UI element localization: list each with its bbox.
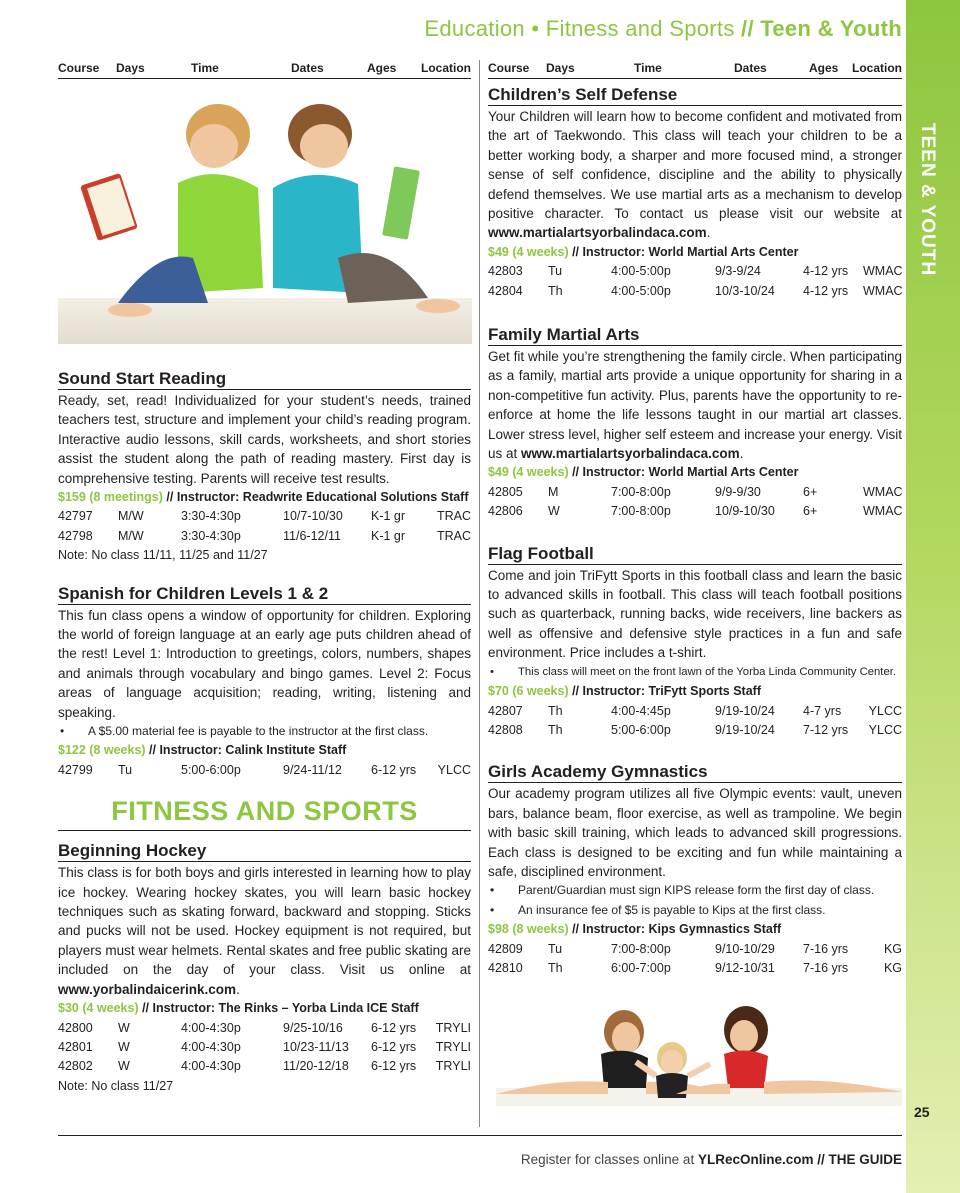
dates: 9/3-9/24 (715, 264, 761, 279)
dates: 11/20-12/18 (283, 1059, 349, 1074)
location: KG (883, 960, 902, 975)
time: 4:00-4:30p (181, 1020, 241, 1035)
table-row (488, 502, 902, 521)
gymnasts-photo (496, 1002, 902, 1106)
column-divider (479, 60, 480, 1127)
bullet-item: • This class will meet on the front lawn of the Yorba Linda Community Center. (488, 663, 902, 682)
location: YLCC (868, 722, 902, 737)
dates: 10/7-10/30 (283, 509, 343, 524)
ages: 6-12 yrs (371, 762, 417, 777)
time: 7:00-8:00p (611, 941, 671, 956)
price: $159 (8 meetings) (58, 490, 163, 505)
col-location: Location (421, 61, 471, 75)
class-rows (488, 702, 902, 741)
col-ages: Ages (809, 61, 839, 75)
price: $70 (6 weeks) (488, 684, 569, 699)
table-row (58, 1038, 471, 1057)
description-text: This class is for both boys and girls interested in learning how to play ice hockey. Wearing hockey skates, you will learn basic hockey techniques such as skating forward, backward and stopping. Sticks and pucks will not be used. Hockey equipment is not required, but players must wear helmets. Rental skates and free public skating are included on the day of your class. Visit us online at (58, 865, 471, 978)
course-number: 42803 (488, 264, 523, 279)
section-description: Get fit while you’re strengthening the family circle. When participating as a family, martial arts provide a unique opportunity for sharing in a non-competitive fun activity. Plus, parents have the opportunity to re-enforce at home the life lessons taught in our martial art classes. Lower stress level, higher self esteem and increase your energy. Visit us at www.martialartsyorbalindaca.com. (488, 349, 902, 462)
time: 3:30-4:30p (181, 509, 241, 524)
table-row (58, 507, 471, 526)
section-title: Beginning Hockey (58, 841, 471, 862)
course-number: 42804 (488, 283, 523, 298)
col-days: Days (546, 61, 575, 75)
location: WMAC (863, 283, 903, 298)
course-number: 42805 (488, 484, 523, 499)
section-title: Girls Academy Gymnastics (488, 762, 902, 783)
ages: 4-7 yrs (803, 703, 842, 718)
dates: 10/23-11/13 (283, 1039, 349, 1054)
section-sound-start-reading (58, 369, 471, 566)
days: Tu (548, 264, 563, 279)
instructor: // Instructor: Readwrite Educational Solutions Staff (162, 490, 469, 505)
table-row (58, 527, 471, 546)
dates: 11/6-12/11 (283, 528, 341, 543)
course-number: 42798 (58, 528, 93, 543)
section-description: Ready, set, read! Individualized for your student’s needs, trained teachers test, structure and implement your child’s reading program. Interactive audio lessons, skill cards, worksheets, and short stories assist the student along the path of reading mastery. First day is comprehensive testing. Parents will receive test results. (58, 393, 471, 486)
price: $49 (4 weeks) (488, 465, 569, 480)
price: $49 (4 weeks) (488, 244, 569, 259)
instructor: // Instructor: The Rinks – Yorba Linda ICE Staff (138, 1001, 419, 1016)
course-number: 42810 (488, 960, 523, 975)
header-category: Education • Fitness and Sports (424, 16, 735, 41)
location: YLCC (437, 762, 471, 777)
ages: 6-12 yrs (371, 1039, 417, 1054)
price: $98 (8 weeks) (488, 922, 569, 937)
dates: 10/3-10/24 (715, 283, 775, 298)
section-title: Sound Start Reading (58, 369, 471, 390)
days: W (118, 1020, 130, 1035)
time: 4:00-4:30p (181, 1059, 241, 1074)
col-time: Time (634, 61, 662, 75)
location: WMAC (863, 504, 903, 519)
course-number: 42808 (488, 722, 523, 737)
table-header (488, 60, 902, 79)
bullet-item: • Parent/Guardian must sign KIPS release form the first day of class. (488, 881, 902, 900)
class-rows (488, 483, 902, 522)
days: M/W (118, 528, 144, 543)
course-number: 42809 (488, 941, 523, 956)
course-number: 42799 (58, 762, 93, 777)
instructor: // Instructor: TriFytt Sports Staff (568, 684, 761, 699)
class-rows (488, 262, 902, 301)
location: TRAC (436, 528, 471, 543)
price-line (488, 920, 902, 939)
class-rows (58, 1019, 471, 1077)
ages: 7-16 yrs (803, 960, 849, 975)
table-row (488, 262, 902, 281)
ages: 6+ (803, 504, 818, 519)
section-description: This fun class opens a window of opportunity for children. Exploring the world of foreign language at an early age puts children ahead of the rest! Level 1: Introduction to greetings, colors, numbers, shapes and animals through vocabulary and bingo games. Level 2: Focus areas of language acquisition; reading, writing, listening and speaking. (58, 607, 471, 720)
location: TRAC (436, 509, 471, 524)
course-number: 42806 (488, 504, 523, 519)
section-beginning-hockey (58, 841, 471, 1096)
ages: 6-12 yrs (371, 1020, 417, 1035)
ages: 7-16 yrs (803, 941, 849, 956)
ages: 4-12 yrs (803, 264, 849, 279)
table-row (488, 282, 902, 301)
location: WMAC (863, 264, 903, 279)
col-time: Time (191, 61, 219, 75)
table-row (58, 1057, 471, 1076)
table-row (58, 761, 471, 780)
days: M/W (118, 509, 144, 524)
time: 7:00-8:00p (611, 504, 671, 519)
class-rows (488, 940, 902, 979)
ages: K-1 gr (371, 528, 406, 543)
price-line (58, 999, 471, 1018)
section-title: Spanish for Children Levels 1 & 2 (58, 584, 471, 605)
price-line (58, 488, 471, 507)
col-dates: Dates (291, 61, 324, 75)
location: KG (883, 941, 902, 956)
section-note: Note: No class 11/27 (58, 1078, 174, 1093)
dates: 9/12-10/31 (715, 960, 775, 975)
time: 6:00-7:00p (611, 960, 671, 975)
time: 4:00-5:00p (611, 283, 671, 298)
footer-rule (58, 1135, 902, 1136)
footer-guide: // THE GUIDE (813, 1152, 902, 1167)
price: $30 (4 weeks) (58, 1001, 139, 1016)
price-line (488, 682, 902, 701)
instructor: // Instructor: Calink Institute Staff (145, 743, 347, 758)
section-title: Children’s Self Defense (488, 85, 902, 106)
days: Tu (118, 762, 133, 777)
ages: 6+ (803, 484, 818, 499)
col-location: Location (852, 61, 902, 75)
class-rows (58, 761, 471, 780)
time: 3:30-4:30p (181, 528, 241, 543)
table-row (488, 959, 902, 978)
days: Th (548, 283, 563, 298)
location: WMAC (863, 484, 903, 499)
section-childrens-self-defense (488, 85, 902, 301)
section-description: Come and join TriFytt Sports in this football class and learn the basic to advanced skills in football. This class will teach football positions such as quarterback, running backs, wide receivers, line backers as well as offensive and defensive style practices in a fun and safe environment. Price includes a t-shirt. (488, 567, 902, 661)
class-rows (58, 507, 471, 546)
ages: 4-12 yrs (803, 283, 849, 298)
section-description: Our academy program utilizes all five Olympic events: vault, uneven bars, balance beam, floor exercise, as well as trampoline. We begin with basic skill training, which leads to advanced skill progressions. Each class is designed to be exciting and fun while maintaining a safe, disciplined environment. (488, 786, 902, 879)
location: TRYLI (435, 1039, 471, 1054)
section-note: Note: No class 11/11, 11/25 and 11/27 (58, 548, 268, 563)
course-number: 42800 (58, 1020, 93, 1035)
section-flag-football (488, 544, 902, 741)
martial-arts-url[interactable]: www.martialartsyorbalindaca.com (521, 446, 740, 462)
description-text: Your Children will learn how to become confident and motivated from the art of Taekwondo. This class will teach your children to be a better working body, a sharper and more focused mind, a stronger sense of self confidence, discipline and the ability to physically defend themselves. We use martial arts as a mechanism to develop positive character. To contact us please visit our website at (488, 109, 902, 222)
page-number: 25 (914, 1104, 930, 1120)
table-row (488, 940, 902, 959)
ages: 7-12 yrs (803, 722, 849, 737)
footer-site-link[interactable]: YLRecOnline.com (697, 1152, 814, 1167)
days: M (548, 484, 559, 499)
dates: 9/19-10/24 (715, 722, 775, 737)
header-separator: // (734, 16, 761, 41)
side-tab-label: TEEN & YOUTH (917, 123, 938, 277)
footer-text: Register for classes online at (520, 1152, 698, 1167)
col-ages: Ages (367, 61, 397, 75)
course-number: 42802 (58, 1059, 93, 1074)
hockey-url[interactable]: www.yorbalindaicerink.com (58, 981, 237, 997)
days: W (548, 504, 560, 519)
course-number: 42807 (488, 703, 523, 718)
fitness-heading: FITNESS AND SPORTS (58, 794, 471, 831)
dates: 10/9-10/30 (715, 504, 775, 519)
time: 5:00-6:00p (611, 722, 671, 737)
right-column (488, 60, 902, 978)
price-line (58, 741, 471, 760)
ages: K-1 gr (371, 509, 406, 524)
days: Th (548, 722, 563, 737)
course-number: 42797 (58, 509, 93, 524)
dates: 9/10-10/29 (715, 941, 775, 956)
footer (521, 1152, 902, 1167)
table-header (58, 60, 471, 79)
course-number: 42801 (58, 1039, 93, 1054)
table-row (488, 483, 902, 502)
location: TRYLI (435, 1020, 471, 1035)
instructor: // Instructor: World Martial Arts Center (568, 244, 799, 259)
time: 4:00-5:00p (611, 264, 671, 279)
section-description: Your Children will learn how to become confident and motivated from the art of Taekwondo. This class will teach your children to be a better working body, a sharper and more focused mind, a stronger sense of self confidence, discipline and the ability to physically defend themselves. We use martial arts as a mechanism to develop positive character. To contact us please visit our website at www.martialartsyorbalindaca.com. (488, 109, 902, 241)
col-course: Course (488, 61, 530, 75)
days: W (118, 1059, 130, 1074)
days: Tu (548, 941, 563, 956)
ages: 6-12 yrs (371, 1059, 417, 1074)
section-description: This class is for both boys and girls interested in learning how to play ice hockey. Wearing hockey skates, you will learn basic hockey techniques such as skating forward, backward and stopping. Sticks and pucks will not be used. Hockey equipment is not required, but players must wear helmets. Rental skates and free public skating are included on the day of your class. Visit us online at www.yorbalindaicerink.com. (58, 865, 471, 997)
col-dates: Dates (734, 61, 767, 75)
col-days: Days (116, 61, 145, 75)
section-family-martial-arts (488, 325, 902, 522)
page-header (424, 16, 902, 42)
table-row (58, 1019, 471, 1038)
days: Th (548, 703, 563, 718)
instructor: // Instructor: Kips Gymnastics Staff (568, 922, 782, 937)
instructor: // Instructor: World Martial Arts Center (568, 465, 799, 480)
bullet-item: • A $5.00 material fee is payable to the instructor at the first class. (58, 722, 471, 741)
boys-reading-photo (58, 88, 472, 344)
time: 7:00-8:00p (611, 484, 671, 499)
days: Th (548, 960, 563, 975)
section-spanish (58, 584, 471, 781)
col-course: Course (58, 61, 100, 75)
section-title: Family Martial Arts (488, 325, 902, 346)
time: 5:00-6:00p (181, 762, 241, 777)
dates: 9/19-10/24 (715, 703, 775, 718)
price: $122 (8 weeks) (58, 743, 146, 758)
section-title: Flag Football (488, 544, 902, 565)
section-girls-academy-gymnastics (488, 762, 902, 978)
dates: 9/9-9/30 (715, 484, 761, 499)
table-row (488, 702, 902, 721)
dates: 9/25-10/16 (283, 1020, 343, 1035)
price-line (488, 243, 902, 262)
days: W (118, 1039, 130, 1054)
table-row (488, 721, 902, 740)
dates: 9/24-11/12 (283, 762, 342, 777)
location: YLCC (868, 703, 902, 718)
header-section: Teen & Youth (760, 16, 902, 41)
bullet-item: • An insurance fee of $5 is payable to Kips at the first class. (488, 901, 902, 920)
martial-arts-url[interactable]: www.martialartsyorbalindaca.com (488, 225, 707, 241)
time: 4:00-4:30p (181, 1039, 241, 1054)
price-line (488, 463, 902, 482)
time: 4:00-4:45p (611, 703, 671, 718)
description-text: Get fit while you’re strengthening the family circle. When participating as a family, martial arts provide a unique opportunity for sharing in a non-competitive fun activity. Plus, parents have the opportunity to re-enforce at home the life lessons taught in our martial art classes. Lower stress level, higher self esteem and increase your energy. Visit us at (488, 349, 902, 462)
location: TRYLI (435, 1059, 471, 1074)
